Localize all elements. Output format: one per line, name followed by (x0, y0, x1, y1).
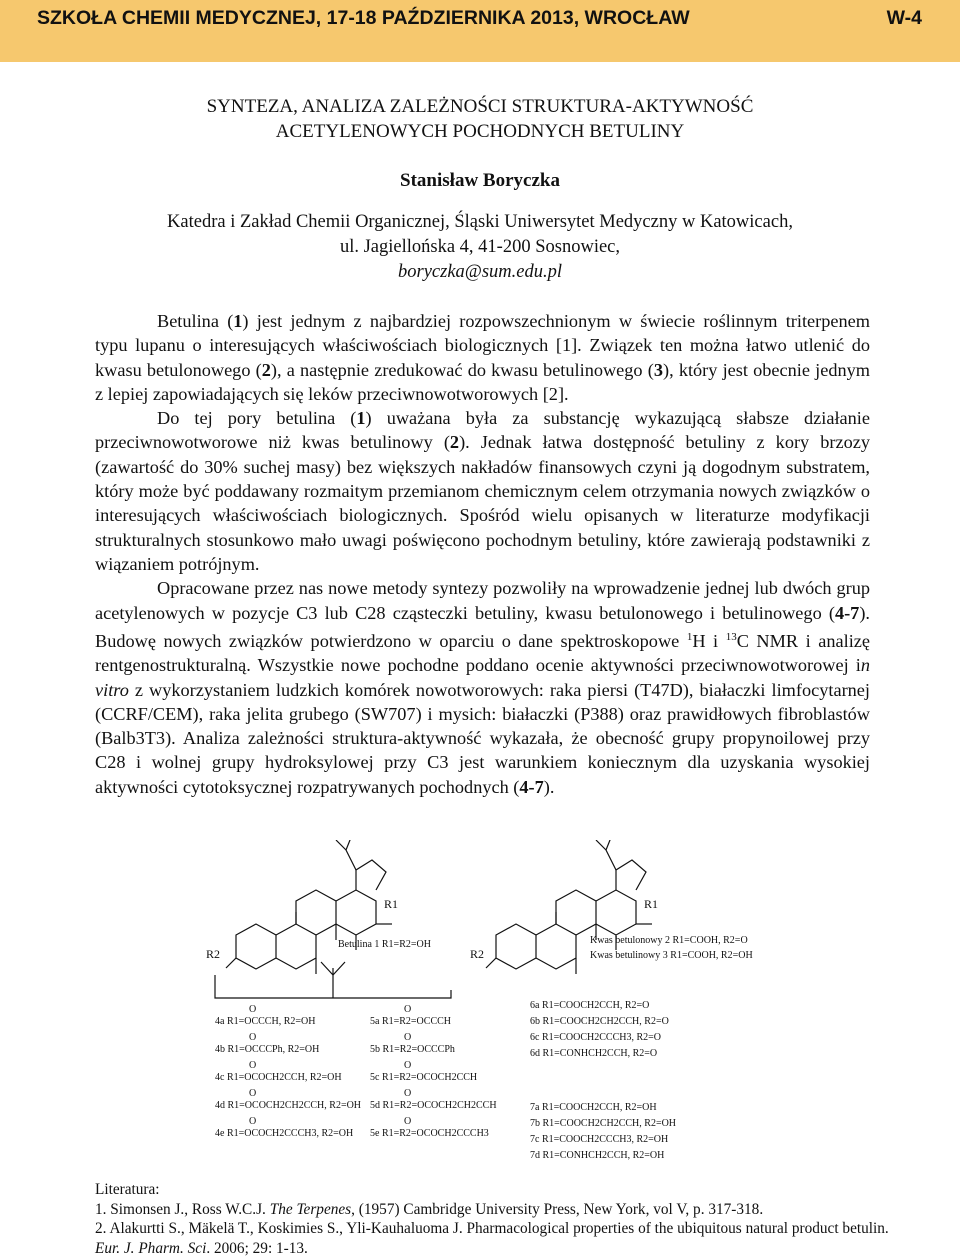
derivative-7-item-1: 7b R1=COOCH2CH2CCH, R2=OH (530, 1118, 677, 1129)
betulinic-acid-caption: Kwas betulinowy 3 R1=COOH, R2=OH (590, 950, 753, 961)
derivative-5-carbonyl-o-0: O (404, 1004, 412, 1015)
paragraph-2: Do tej pory betulina (1) uważana była za substancję wykazującą słabsze działanie przeciwnowotworowe niż kwas betulinowy (2). Jednak łatwa dostępność betuliny z kory brzozy (zawartość do 30% suchej masy) bez większych nakładów finansowych czyni ją dogodnym substratem, który może być poddawany rozmaitym przemianom chemicznym celem otrzymania nowych związków o interesujących właściwościach biologicznych. Spośród wielu opisanych w literaturze modyfikacji strukturalnych stosunkowo mało uwagi poświęcono pochodnym betuliny, które zawierają podstawniki z wiązaniem potrójnym. (95, 408, 870, 574)
betulonic-acid-caption: Kwas betulonowy 2 R1=COOH, R2=O (590, 935, 748, 946)
references (95, 1180, 895, 1258)
author-name: Stanisław Boryczka (400, 170, 560, 191)
derivative-4-item-2: 4c R1=OCOCH2CCH, R2=OH (215, 1072, 342, 1083)
betulin-skeleton (226, 840, 392, 974)
derivative-5-carbonyl-o-1: O (404, 1032, 412, 1043)
derivative-4-item-0: 4a R1=OCCCH, R2=OH (215, 1016, 316, 1027)
derivative-6-item-0: 6a R1=COOCH2CCH, R2=O (530, 1000, 650, 1011)
conference-title: SZKOŁA CHEMII MEDYCZNEJ, 17-18 PAŹDZIERNIKA 2013, WROCŁAW (37, 7, 690, 29)
abstract-body (95, 309, 870, 799)
chemical-structures-svg (0, 840, 960, 1185)
paragraph-1: Betulina (1) jest jednym z najbardziej rozpowszechnionym w świecie roślinnym triterpenem typu lupanu o interesujących właściwościach biologicznych [1]. Związek ten można łatwo utlenić do kwasu betulonowego (2), a następnie zredukować do kwasu betulinowego (3), który jest obecnie jednym z lepiej zapowiadających się leków przeciwnowotworowych [2]. (95, 311, 871, 404)
derivative-4-item-1: 4b R1=OCCCPh, R2=OH (215, 1044, 320, 1055)
affiliation-line-1: Katedra i Zakład Chemii Organicznej, Śląski Uniwersytet Medyczny w Katowicach, (167, 212, 793, 232)
derivative-6-item-2: 6c R1=COOCH2CCCH3, R2=O (530, 1032, 662, 1043)
derivative-6-item-3: 6d R1=CONHCH2CCH, R2=O (530, 1048, 658, 1059)
derivative-5-item-0: 5a R1=R2=OCCCH (370, 1016, 452, 1027)
title-line-1: SYNTEZA, ANALIZA ZALEŻNOŚCI STRUKTURA-AKTYWNOŚĆ (206, 96, 754, 117)
derivative-5-item-3: 5d R1=R2=OCOCH2CH2CCH (370, 1100, 497, 1111)
derivative-6-item-1: 6b R1=COOCH2CH2CCH, R2=O (530, 1016, 669, 1027)
author-email: boryczka@sum.edu.pl (398, 262, 562, 282)
affiliation (0, 210, 960, 285)
derivative-7-item-0: 7a R1=COOCH2CCH, R2=OH (530, 1102, 657, 1113)
left-r2-label: R2 (206, 947, 221, 961)
conference-banner (0, 0, 960, 62)
derivative-4-carbonyl-o-1: O (249, 1032, 257, 1043)
derivative-5-item-2: 5c R1=R2=OCOCH2CCH (370, 1072, 478, 1083)
derivative-7-item-3: 7d R1=CONHCH2CCH, R2=OH (530, 1150, 665, 1161)
derivative-5-carbonyl-o-2: O (404, 1060, 412, 1071)
paragraph-3: Opracowane przez nas nowe metody syntezy pozwoliły na wprowadzenie jednej lub dwóch grup acetylenowych w pozycje C3 lub C28 cząsteczki betuliny, kwasu betulonowego i betulinowego (4-7). Budowę nowych związków potwierdzono w oparciu o dane spektroskopowe $^1$H i $^{13}$C NMR i analizę rentgenostrukturalną. Wszystkie nowe pochodne poddano ocenie aktywności przeciwnowotworowej in vitro z wykorzystaniem ludzkich komórek nowotworowych: raka piersi (T47D), białaczki limfocytarnej (CCRF/CEM), raka jelita grubego (SW707) i mysich: białaczki (P388) oraz prawidłowych fibroblastów (Balb3T3). Analiza zależności struktura-aktywność wykazała, że obecność grupy propynoilowej przy C28 i wolnej grupy hydroksylowej przy C3 jest warunkiem koniecznym dla uzyskania wysokiej aktywności cytotoksycznej rozpatrywanych pochodnych (4-7). (95, 578, 870, 797)
derivative-4-item-4: 4e R1=OCOCH2CCCH3, R2=OH (215, 1128, 354, 1139)
title-line-2: ACETYLENOWYCH POCHODNYCH BETULINY (275, 120, 685, 142)
derivative-5-carbonyl-o-4: O (404, 1116, 412, 1127)
paper-title (0, 95, 960, 144)
abstract-code: W-4 (886, 7, 922, 29)
derivative-4-carbonyl-o-3: O (249, 1088, 257, 1099)
derivative-4-carbonyl-o-2: O (249, 1060, 257, 1071)
right-r1-label: R1 (644, 897, 659, 911)
derivative-4-carbonyl-o-4: O (249, 1116, 257, 1127)
derivatives-lists (215, 1000, 676, 1161)
derivative-4-item-3: 4d R1=OCOCH2CH2CCH, R2=OH (215, 1100, 362, 1111)
derivative-5-carbonyl-o-3: O (404, 1088, 412, 1099)
derivative-4-carbonyl-o-0: O (249, 1004, 257, 1015)
reference-1: 1. Simonsen J., Ross W.C.J. The Terpenes, (1957) Cambridge University Press, New York, vol V, p. 317-318. (95, 1200, 764, 1218)
reference-2: 2. Alakurtti S., Mäkelä T., Koskimies S., Yli-Kauhaluoma J. Pharmacological properties of the ubiquitous natural product betulin. Eur. J. Pharm. Sci. 2006; 29: 1-13. (95, 1220, 889, 1257)
betulin-caption: Betulina 1 R1=R2=OH (338, 939, 431, 950)
derivative-5-item-4: 5e R1=R2=OCOCH2CCCH3 (370, 1128, 489, 1139)
left-r1-label: R1 (384, 897, 399, 911)
references-heading: Literatura: (95, 1181, 160, 1198)
right-r2-label: R2 (470, 947, 485, 961)
derivative-5-item-1: 5b R1=R2=OCCCPh (370, 1044, 455, 1055)
structures-figure (0, 840, 960, 1185)
affiliation-line-2: ul. Jagiellońska 4, 41-200 Sosnowiec, (339, 237, 621, 257)
derivative-7-item-2: 7c R1=COOCH2CCCH3, R2=OH (530, 1134, 669, 1145)
